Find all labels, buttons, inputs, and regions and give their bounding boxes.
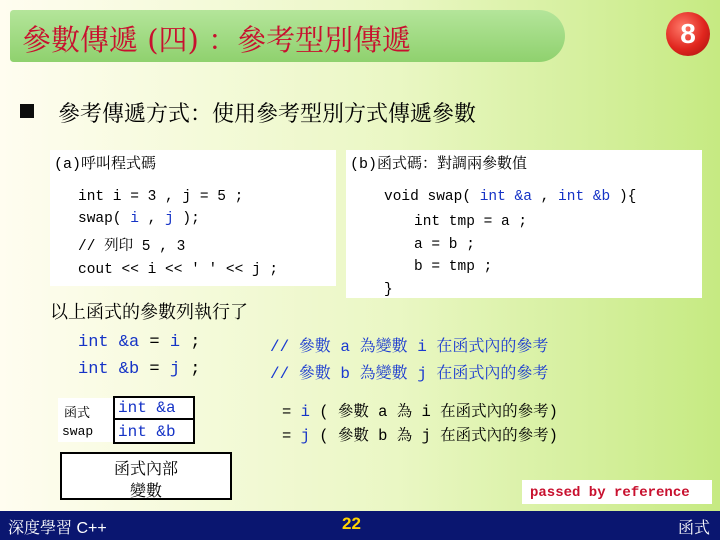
code-line: int i = 3 , j = 5 ; [78, 189, 244, 205]
swap-label-bottom: swap [62, 424, 94, 439]
square-bullet-icon [20, 104, 34, 118]
page-badge: 8 [666, 12, 710, 56]
passed-by-reference-label: passed by reference [530, 485, 690, 501]
local-variables-label-2: 變數 [129, 483, 162, 500]
param-a-explanation: = i ( 參數 a 為 i 在函式內的參考) [282, 403, 558, 421]
reference-comment: // 參數 b 為變數 j 在函式內的參考 [270, 365, 549, 383]
params-divider [113, 418, 195, 420]
function-code-label: (b)函式碼：對調兩參數值 [350, 156, 528, 173]
footer-book-title: 深度學習 C++ [8, 520, 107, 537]
reference-declaration: int &b = j ; [78, 360, 201, 379]
param-b: int &b [118, 423, 176, 441]
local-variables-label-1: 函式內部 [113, 461, 178, 478]
code-line: swap( i , j ); [78, 211, 200, 227]
code-line: void swap( int &a , int &b ){ [384, 189, 637, 205]
code-line: a = b ; [414, 237, 475, 253]
param-a: int &a [118, 399, 176, 417]
code-comment: // 列印 5 , 3 [78, 239, 186, 255]
reference-declaration: int &a = i ; [78, 333, 201, 352]
footer-chapter: 函式 [678, 520, 711, 537]
code-line: cout << i << ' ' << j ; [78, 262, 279, 278]
note-text: 以上函式的參數列執行了 [50, 302, 248, 322]
slide-title: 參數傳遞 (四) ：參考型別傳遞 [22, 23, 412, 57]
param-b-explanation: = j ( 參數 b 為 j 在函式內的參考) [282, 427, 558, 445]
code-line: int tmp = a ; [414, 214, 528, 230]
reference-comment: // 參數 a 為變數 i 在函式內的參考 [270, 338, 549, 356]
section-heading: 參考傳遞方式：使用參考型別方式傳遞參數 [58, 101, 477, 126]
swap-label-top: 函式 [64, 406, 91, 421]
code-line: } [384, 282, 393, 298]
footer-page-number: 22 [342, 514, 361, 533]
code-line: b = tmp ; [414, 259, 493, 275]
calling-code-label: (a)呼叫程式碼 [54, 156, 157, 173]
